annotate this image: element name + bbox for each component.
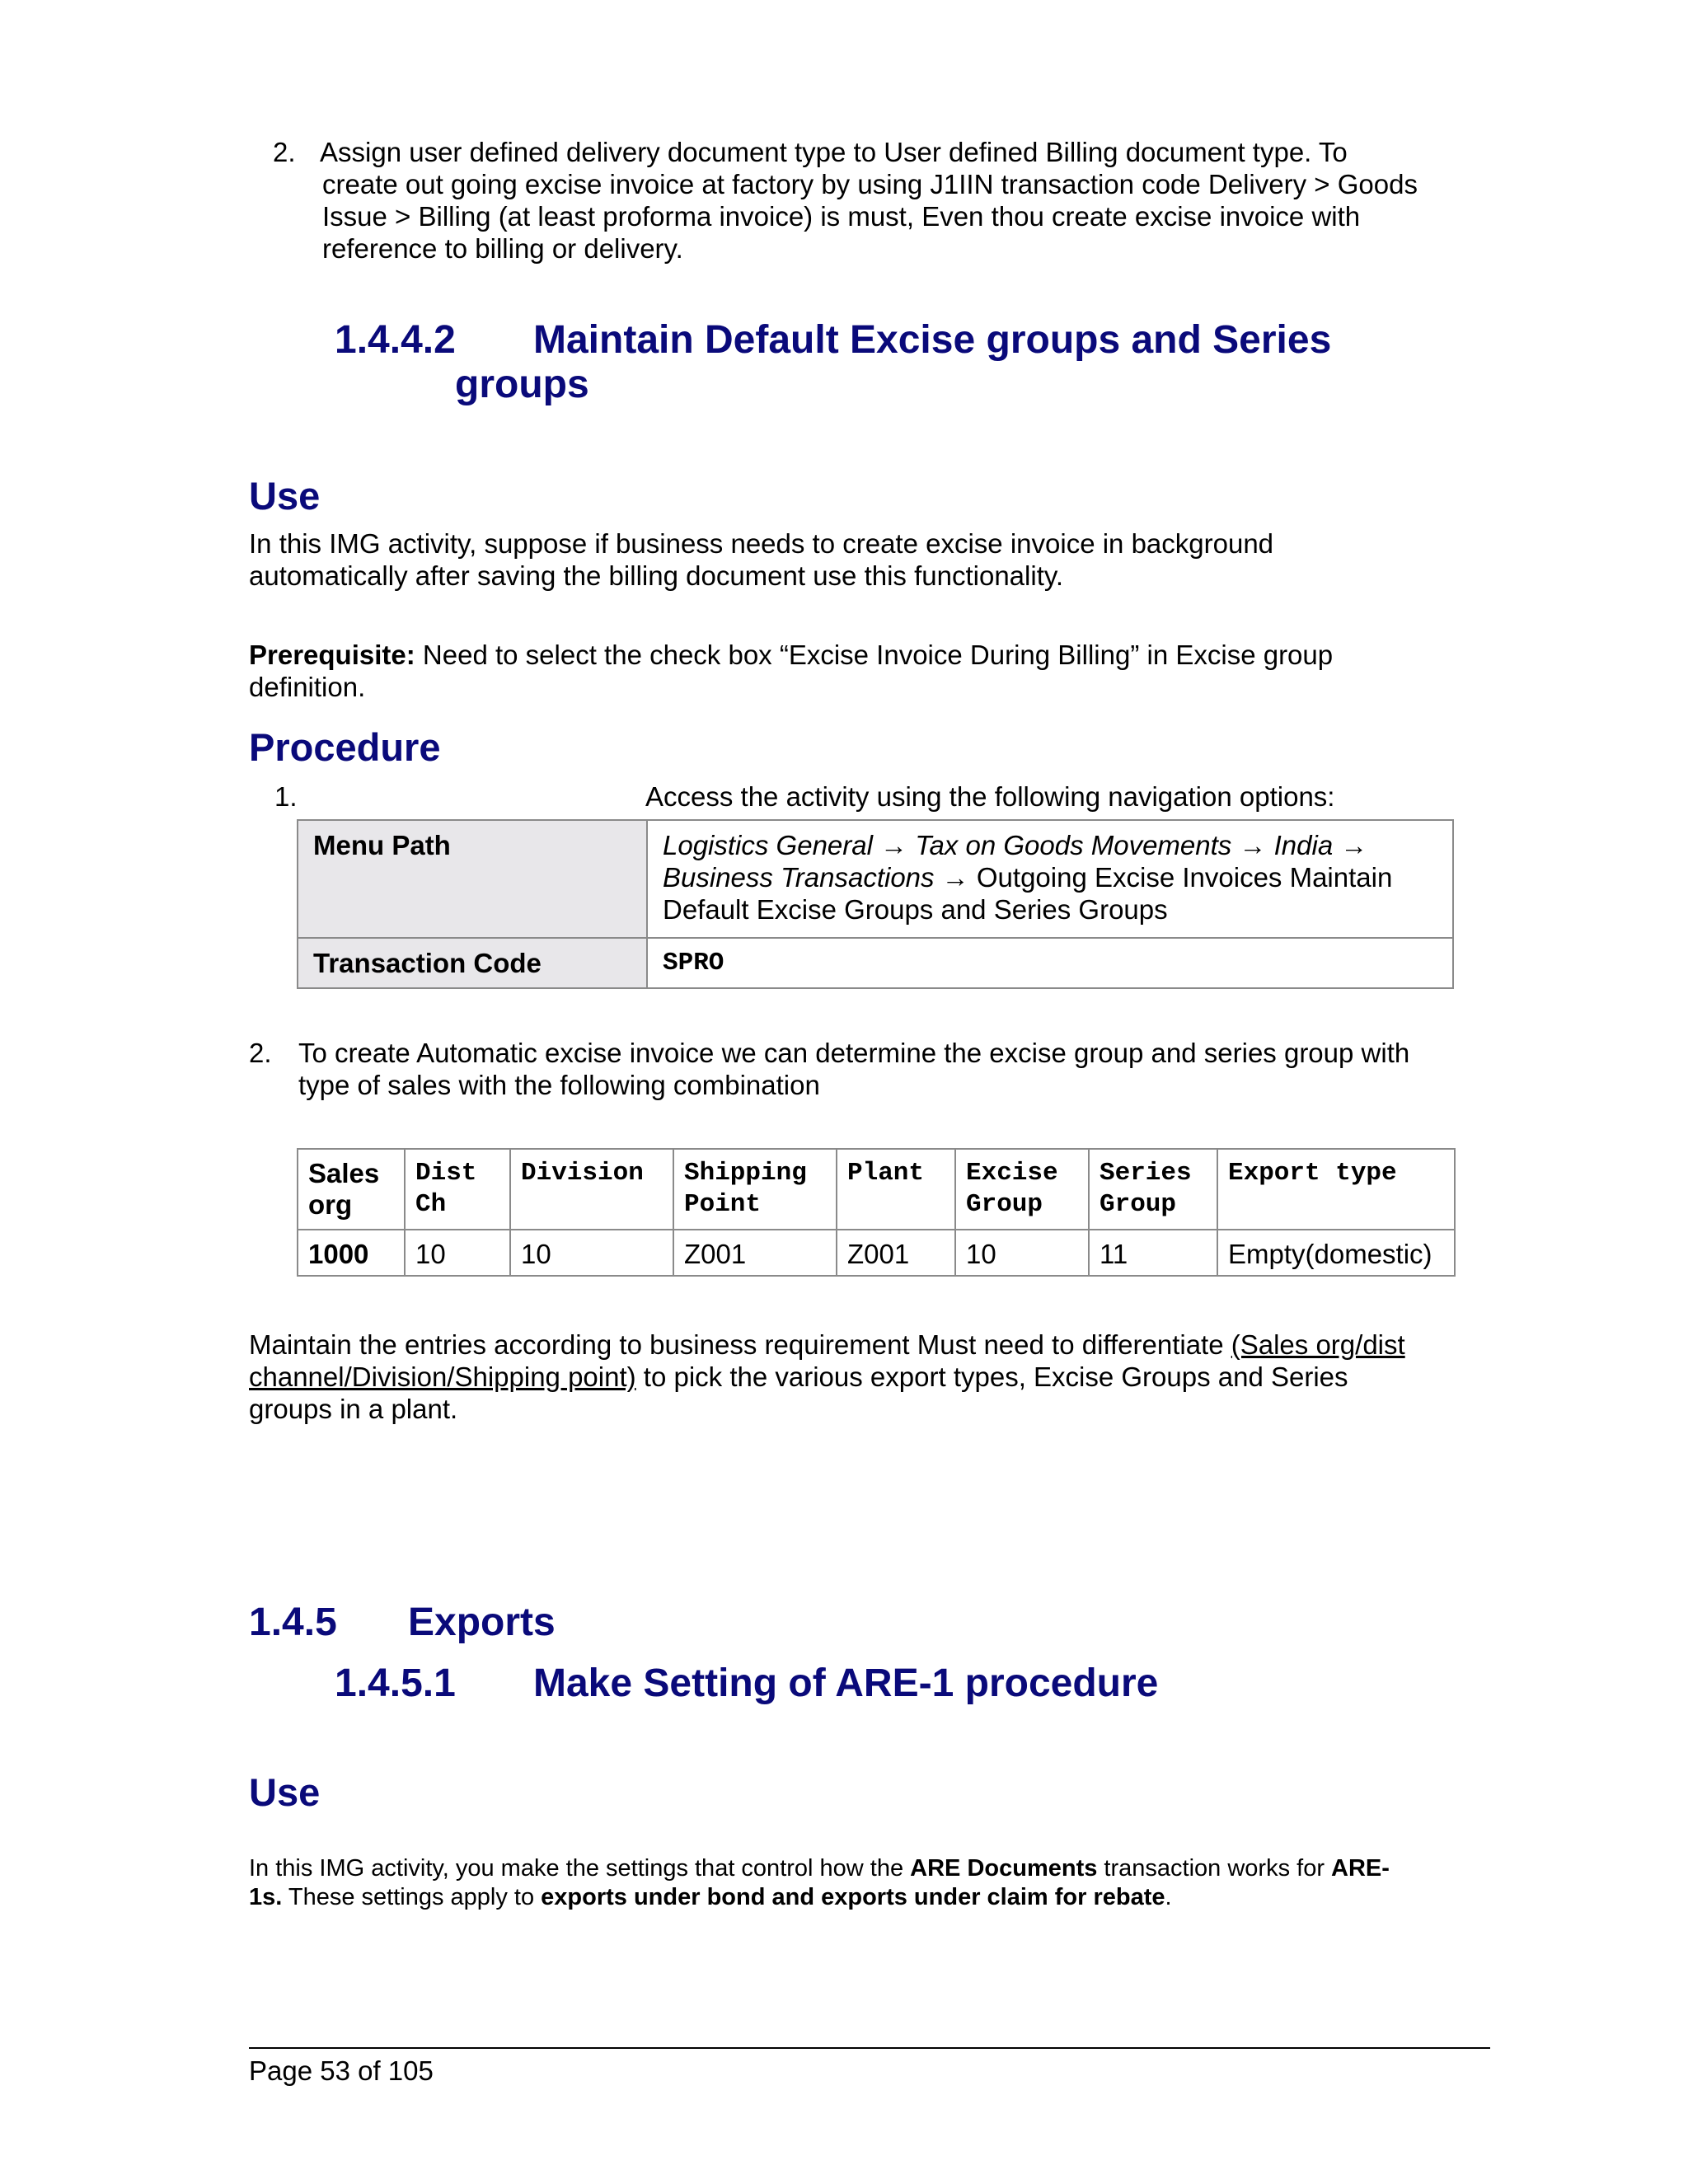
step2-line1: Assign user defined delivery document type to User defined Billing document type. To: [320, 137, 1348, 167]
cell-dist-ch: 10: [405, 1230, 510, 1276]
arrow-right-icon: →: [1340, 830, 1368, 860]
cell-export-type: Empty(domestic): [1217, 1230, 1455, 1276]
procedure-step1-text: Access the activity using the following navigation options:: [645, 781, 1335, 812]
use2-text-4: .: [1165, 1884, 1172, 1910]
cell-division: 10: [510, 1230, 673, 1276]
menu-path-outgoing: Outgoing Excise Invoices Maintain: [976, 862, 1393, 893]
header-series-group: Series Group: [1089, 1149, 1217, 1230]
header-shipping-point: Shipping Point: [673, 1149, 837, 1230]
combination-header-row: [298, 1149, 1455, 1230]
use2-bold-1s: 1s.: [249, 1884, 283, 1910]
transaction-code-value: SPRO: [647, 938, 1453, 988]
use2-bold-are: ARE-: [1331, 1855, 1390, 1882]
step2-line3: Issue > Billing (at least proforma invoice) is must, Even thou create excise invoice with: [322, 201, 1361, 232]
header-division: Division: [510, 1149, 673, 1230]
arrow-right-icon: →: [941, 862, 969, 893]
procedure-step2-line1: To create Automatic excise invoice we can determine the excise group and series group with: [298, 1038, 1410, 1068]
heading-1442-title-line1: Maintain Default Excise groups and Series: [533, 318, 1332, 362]
cell-excise-group: 10: [955, 1230, 1089, 1276]
header-excise-group: Excise Group: [955, 1149, 1089, 1230]
use2-text-1: In this IMG activity, you make the settings that control how the: [249, 1855, 911, 1882]
maintain-text-2: to pick the various export types, Excise Groups and Series: [635, 1361, 1348, 1392]
menu-path-india: India: [1273, 830, 1334, 860]
procedure-step2-number: 2.: [249, 1038, 272, 1068]
cell-shipping-point: Z001: [673, 1230, 837, 1276]
maintain-underlined-1: (Sales org/dist: [1231, 1329, 1405, 1360]
procedure-step1-number: 1.: [274, 781, 298, 812]
cell-series-group: 11: [1089, 1230, 1217, 1276]
arrow-right-icon: →: [880, 830, 908, 860]
maintain-text-1: Maintain the entries according to business requirement Must need to differentiate: [249, 1329, 1231, 1360]
heading-145-number: 1.4.5: [249, 1601, 337, 1644]
footer-page-number: Page 53 of 105: [249, 2055, 434, 2086]
header-sales-org: Sales org: [298, 1149, 405, 1230]
heading-1442-number: 1.4.4.2: [335, 318, 456, 362]
procedure-heading: Procedure: [249, 725, 441, 769]
use2-bold-exports: exports under bond and exports under claim for rebate: [541, 1884, 1165, 1910]
maintain-underlined-2: channel/Division/Shipping point): [249, 1361, 636, 1392]
step2-line4: reference to billing or delivery.: [322, 233, 683, 264]
footer-rule: [249, 2047, 1490, 2049]
step2-line2: create out going excise invoice at factory by using J1IIN transaction code Delivery > Goods: [322, 169, 1418, 199]
heading-1451-title: Make Setting of ARE-1 procedure: [533, 1661, 1159, 1705]
menu-path-logistics: Logistics General: [663, 830, 873, 860]
step2-number: 2.: [273, 137, 296, 167]
maintain-paragraph: [249, 1329, 1518, 1425]
heading-1442-title-line2: groups: [455, 363, 589, 406]
transaction-code-label: Transaction Code: [298, 938, 647, 988]
use-line1: In this IMG activity, suppose if business needs to create excise invoice in background: [249, 528, 1274, 559]
use-heading: Use: [249, 474, 321, 518]
navigation-table: [297, 819, 1454, 989]
use2-paragraph: [249, 1854, 1444, 1912]
use2-text-2: transaction works for: [1097, 1855, 1332, 1882]
combination-data-row: [298, 1230, 1455, 1276]
heading-145-title: Exports: [408, 1601, 556, 1644]
procedure-step2-text: [298, 1037, 1502, 1101]
menu-path-value: [647, 820, 1453, 938]
prerequisite-text-line2: definition.: [249, 672, 366, 702]
menu-path-row: [298, 820, 1453, 938]
menu-path-business: Business Transactions: [663, 862, 935, 893]
heading-1451-number: 1.4.5.1: [335, 1661, 456, 1705]
procedure-step2-line2: type of sales with the following combination: [298, 1070, 820, 1100]
use-paragraph: [249, 527, 1485, 592]
use-line2: automatically after saving the billing document use this functionality.: [249, 560, 1064, 591]
menu-path-default: Default Excise Groups and Series Groups: [663, 894, 1168, 925]
cell-plant: Z001: [837, 1230, 955, 1276]
use2-text-3: These settings apply to: [282, 1884, 542, 1910]
prerequisite-label: Prerequisite:: [249, 640, 415, 670]
menu-path-tax: Tax on Goods Movements: [915, 830, 1232, 860]
use2-bold-are-documents: ARE Documents: [910, 1855, 1098, 1882]
header-plant: Plant: [837, 1149, 955, 1230]
menu-path-label: Menu Path: [298, 820, 647, 938]
use2-heading: Use: [249, 1770, 321, 1814]
arrow-right-icon: →: [1239, 830, 1267, 860]
transaction-row: [298, 938, 1453, 988]
prerequisite-text: Need to select the check box “Excise Invoice During Billing” in Excise group: [415, 640, 1334, 670]
header-dist-ch: Dist Ch: [405, 1149, 510, 1230]
cell-sales-org: 1000: [298, 1230, 405, 1276]
maintain-text-3: groups in a plant.: [249, 1394, 458, 1424]
step2-paragraph: [320, 136, 1507, 265]
prerequisite-paragraph: [249, 639, 1502, 703]
header-export-type: Export type: [1217, 1149, 1455, 1230]
combination-table: [297, 1148, 1456, 1277]
